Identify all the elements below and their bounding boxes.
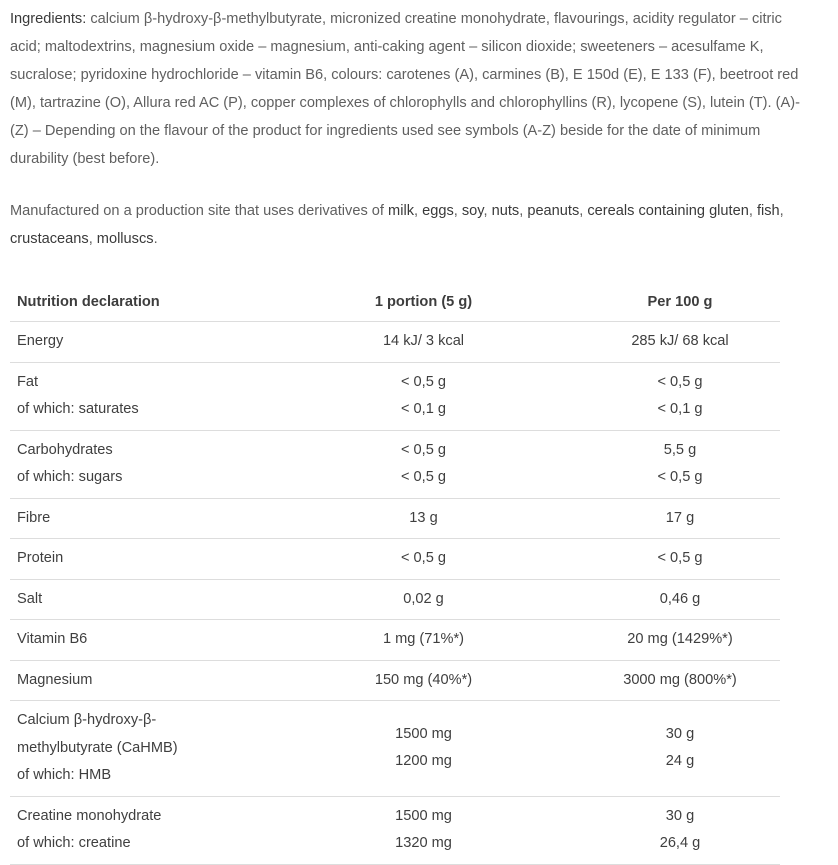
- table-row: [10, 539, 780, 580]
- table-row: [10, 363, 780, 431]
- nutrient-name-line: Protein: [17, 550, 64, 566]
- per-100g-value-line: 26,4 g: [659, 835, 701, 851]
- per-100g-value-line: < 0,5 g: [657, 469, 703, 485]
- allergen-nuts: nuts: [491, 203, 520, 219]
- per-100g-value-cell: [580, 539, 780, 580]
- nutrient-name-line: of which: saturates: [17, 401, 139, 417]
- allergen-separator: ,: [748, 203, 757, 219]
- per-100g-value-cell: [580, 797, 780, 865]
- nutrient-name-line: Magnesium: [17, 671, 93, 688]
- ingredients-paragraph: [10, 5, 800, 173]
- per-100g-value-cell: [580, 431, 780, 499]
- nutrient-name-line: Salt: [17, 590, 43, 607]
- per-100g-value-cell: [580, 701, 780, 797]
- allergen-separator: ,: [453, 203, 462, 219]
- per-100g-value-cell: [580, 580, 780, 621]
- per-100g-value-line: 3000 mg (800%*): [623, 671, 737, 688]
- nutrition-table: [10, 283, 780, 865]
- per-100g-value-line: 285 kJ/ 68 kcal: [631, 333, 729, 349]
- column-header-nutrition-declaration: Nutrition declaration: [10, 283, 267, 322]
- nutrient-name-line: Calcium β-hydroxy-β-: [17, 712, 157, 728]
- nutrient-name-cell: [10, 539, 267, 580]
- nutrient-name-cell: [10, 363, 267, 431]
- allergens-paragraph: [10, 197, 800, 253]
- portion-value-line: < 0,5 g: [400, 469, 447, 485]
- nutrient-name-line: Fibre: [17, 509, 51, 526]
- per-100g-value-line: 30 g: [665, 725, 695, 742]
- portion-value-cell: [267, 620, 580, 661]
- per-100g-value-line: < 0,1 g: [657, 401, 703, 417]
- ingredients-label: Ingredients:: [10, 11, 87, 27]
- table-row: [10, 620, 780, 661]
- per-100g-value-line: < 0,5 g: [657, 373, 703, 390]
- per-100g-value-cell: [580, 322, 780, 363]
- per-100g-value-line: 17 g: [665, 509, 695, 526]
- nutrient-name-line: of which: sugars: [17, 469, 123, 485]
- portion-value-cell: [267, 580, 580, 621]
- per-100g-value-cell: [580, 363, 780, 431]
- allergen-separator: ,: [414, 203, 423, 219]
- nutrition-table-body: [10, 322, 780, 865]
- nutrient-name-cell: [10, 431, 267, 499]
- nutrient-name-line: of which: HMB: [17, 767, 112, 783]
- portion-value-line: 13 g: [409, 509, 438, 526]
- per-100g-value-line: 20 mg (1429%*): [627, 631, 733, 647]
- allergen-fish: fish: [756, 203, 780, 219]
- nutrient-name-line: Creatine monohydrate: [17, 807, 162, 824]
- per-100g-value-cell: [580, 661, 780, 702]
- allergen-crustaceans: crustaceans: [10, 231, 89, 247]
- portion-value-line: 1500 mg: [395, 725, 452, 742]
- per-100g-value-line: < 0,5 g: [657, 550, 703, 566]
- nutrient-name-line: of which: creatine: [17, 835, 131, 851]
- nutrition-header-row: [10, 283, 780, 322]
- portion-value-cell: [267, 322, 580, 363]
- portion-value-cell: [267, 661, 580, 702]
- nutrient-name-cell: [10, 620, 267, 661]
- table-row: [10, 580, 780, 621]
- allergens-suffix: .: [153, 231, 158, 247]
- portion-value-cell: [267, 431, 580, 499]
- allergen-milk: milk: [388, 203, 414, 219]
- allergen-molluscs: molluscs: [96, 231, 154, 247]
- portion-value-cell: [267, 797, 580, 865]
- allergen-separator: ,: [483, 203, 492, 219]
- portion-value-line: 150 mg (40%*): [374, 671, 473, 688]
- portion-value-line: < 0,1 g: [400, 401, 447, 417]
- nutrient-name-cell: [10, 580, 267, 621]
- nutrient-name-cell: [10, 322, 267, 363]
- per-100g-value-line: 24 g: [665, 753, 695, 770]
- portion-value-line: 1 mg (71%*): [382, 631, 465, 647]
- portion-value-line: 0,02 g: [403, 590, 444, 607]
- ingredients-text: calcium β-hydroxy-β-methylbutyrate, micronized creatine monohydrate, flavourings, acidity regulator – citric acid; maltodextrins, magnesium oxide – magnesium, anti-caking agent – silicon dioxide; sweeteners – acesulfame K, sucralose; pyridoxine hydrochloride – vitamin B6, colours: carotenes (A), carmines (B), E 150d (E), E 133 (F), beetroot red (M), tartrazine (O), Allura red AC (P), copper complexes of chlorophylls and chlorophyllins (R), lycopene (S), lutein (T). (A)-(Z) – Depending on the flavour of the product for ingredients used see symbols (A-Z) beside for the date of minimum durability (best before).: [10, 11, 800, 167]
- portion-value-line: 1200 mg: [395, 753, 452, 770]
- per-100g-value-cell: [580, 499, 780, 540]
- table-row: [10, 661, 780, 702]
- allergen-soy: soy: [461, 203, 484, 219]
- nutrient-name-line: Fat: [17, 373, 39, 390]
- allergen-separator: ,: [779, 203, 784, 219]
- table-row: [10, 797, 780, 865]
- per-100g-value-line: 5,5 g: [663, 441, 697, 458]
- nutrient-name-line: Vitamin B6: [17, 631, 88, 647]
- allergen-eggs: eggs: [422, 203, 454, 219]
- nutrient-name-cell: [10, 701, 267, 797]
- portion-value-cell: [267, 701, 580, 797]
- nutrient-name-cell: [10, 661, 267, 702]
- nutrient-name-cell: [10, 797, 267, 865]
- nutrient-name-cell: [10, 499, 267, 540]
- allergens-prefix: Manufactured on a production site that uses derivatives of: [10, 203, 389, 219]
- nutrient-name-line: Carbohydrates: [17, 441, 113, 458]
- table-row: [10, 431, 780, 499]
- portion-value-line: 1320 mg: [395, 835, 452, 851]
- portion-value-line: < 0,5 g: [400, 373, 447, 390]
- allergen-separator: ,: [579, 203, 588, 219]
- per-100g-value-line: 0,46 g: [659, 590, 701, 607]
- table-row: [10, 322, 780, 363]
- portion-value-line: 14 kJ/ 3 kcal: [382, 333, 465, 349]
- column-header-per-100g: Per 100 g: [580, 283, 780, 322]
- portion-value-cell: [267, 499, 580, 540]
- portion-value-cell: [267, 363, 580, 431]
- allergen-cereals: cereals containing gluten: [587, 203, 749, 219]
- portion-value-line: 1500 mg: [395, 807, 452, 824]
- portion-value-line: < 0,5 g: [400, 550, 447, 566]
- portion-value-line: < 0,5 g: [400, 441, 447, 458]
- allergen-peanuts: peanuts: [527, 203, 580, 219]
- portion-value-cell: [267, 539, 580, 580]
- allergen-separator: ,: [519, 203, 528, 219]
- nutrient-name-line: Energy: [17, 333, 64, 349]
- column-header-portion: 1 portion (5 g): [267, 283, 580, 322]
- per-100g-value-line: 30 g: [665, 807, 695, 824]
- nutrient-name-line: methylbutyrate (CaHMB): [17, 739, 178, 756]
- per-100g-value-cell: [580, 620, 780, 661]
- table-row: [10, 499, 780, 540]
- allergen-separator: ,: [88, 231, 97, 247]
- table-row: [10, 701, 780, 797]
